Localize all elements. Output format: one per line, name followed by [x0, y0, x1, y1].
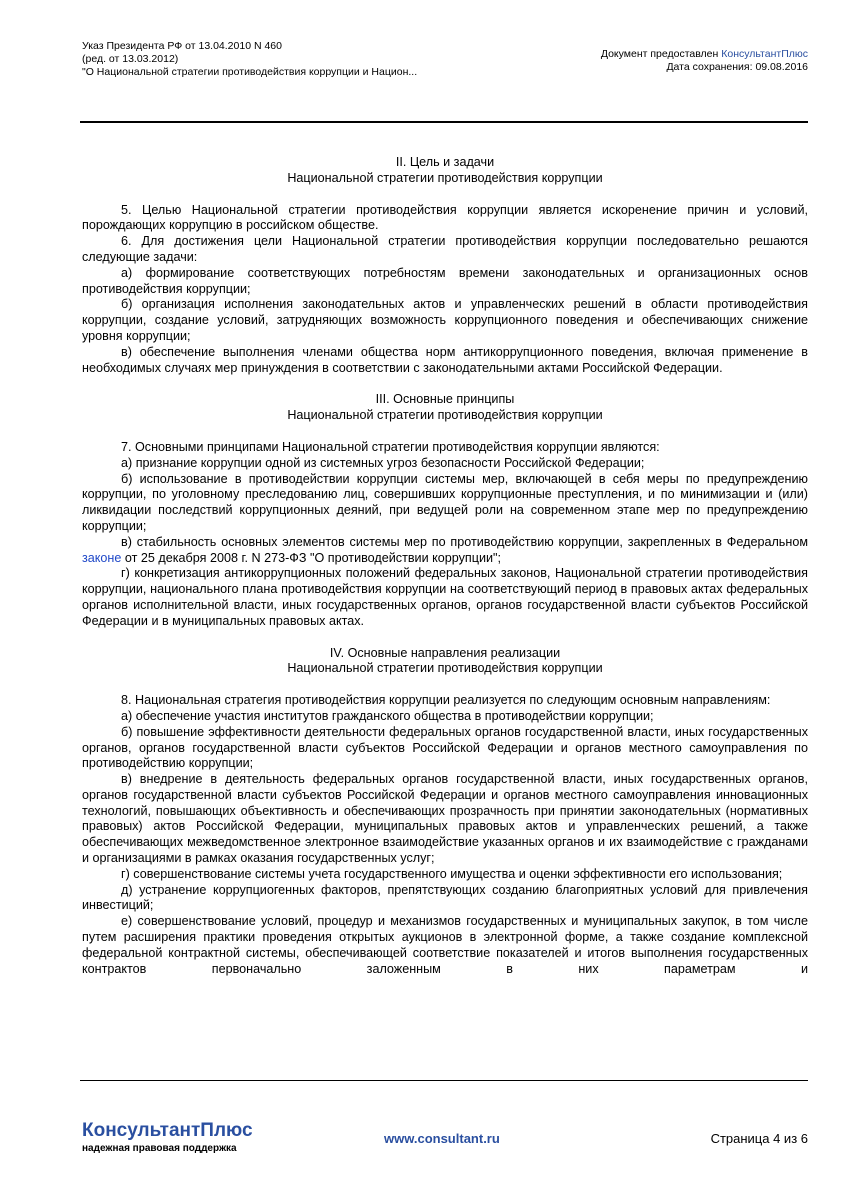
footer-brand-block	[82, 1120, 253, 1156]
paragraph-8g: г) совершенствование системы учета государственного имущества и оценки эффективности его использования;	[121, 866, 783, 881]
paragraph-8v: в) внедрение в деятельность федеральных органов государственной власти, иных государственных органов, органов государственной власти субъектов Российской Федерации и органов местного самоуправления инновационных технологий, повышающих объективность и обеспечивающих прозрачность при принятии законодательных (нормативных правовых) актов Российской Федерации, муниципальных правовых актов и управленческих решений, а также обеспечивающих межведомственное электронное взаимодействие указанных органов и их взаимодействие с гражданами и организациями в рамках оказания государственных услуг;	[82, 772, 808, 866]
paragraph-6a: а) формирование соответствующих потребностям времени законодательных и организационных основ противодействия коррупции;	[82, 265, 808, 296]
paragraph-7a: а) признание коррупции одной из системных угроз безопасности Российской Федерации;	[121, 455, 645, 470]
section-2-heading: II. Цель и задачи	[395, 155, 495, 169]
provided-prefix: Документ предоставлен	[600, 48, 722, 60]
law-link[interactable]: законе	[82, 550, 122, 565]
paragraph-6b: б) организация исполнения законодательных актов и управленческих решений в области противодействия коррупции, создание условий, затрудняющих возможность коррупционного поведения и обеспечивающих снижение уровня коррупции;	[82, 297, 808, 343]
paragraph-7: 7. Основными принципами Национальной стратегии противодействия коррупции являются:	[121, 439, 660, 454]
document-header	[82, 40, 417, 79]
paragraph-5: 5. Целью Национальной стратегии противодействия коррупции является искоренение причин и условий, порождающих коррупцию в российском обществе.	[82, 202, 808, 233]
paragraph-7g: г) конкретизация антикоррупционных положений федеральных законов, Национальной стратегии противодействия коррупции, национального плана противодействия коррупции на соответствующий период в правовых актах федеральных органов исполнительной власти, иных государственных органов, органов государственной власти субъектов Российской Федерации и в муниципальных правовых актах.	[82, 566, 808, 628]
section-3-subheading: Национальной стратегии противодействия коррупции	[287, 408, 603, 423]
paragraph-8d: д) устранение коррупциогенных факторов, препятствующих созданию благоприятных условий для привлечения инвестиций;	[82, 882, 808, 913]
paragraph-8b: б) повышение эффективности деятельности федеральных органов государственной власти, иных государственных органов, органов государственной власти субъектов Российской Федерации и органов местного самоуправления по противодействию коррупции;	[82, 724, 808, 771]
paragraph-7v-text-2: от 25 декабря 2008 г. N 273-ФЗ "О противодействии коррупции";	[121, 550, 501, 565]
paragraph-6: 6. Для достижения цели Национальной стратегии противодействия коррупции последовательно решаются следующие задачи:	[82, 234, 808, 264]
doc-title-line-1: Указ Президента РФ от 13.04.2010 N 460	[82, 40, 282, 52]
doc-title-line-2: (ред. от 13.03.2012)	[82, 53, 179, 65]
provider-info	[601, 48, 808, 74]
page-indicator: Страница 4 из 6	[710, 1131, 808, 1146]
footer-brand-logo: КонсультантПлюс	[82, 1120, 253, 1141]
paragraph-7b: б) использование в противодействии коррупции системы мер, включающей в себя меры по предупреждению коррупции, по уголовному преследованию лиц, совершивших коррупционные преступления, и по минимизации и (или) ликвидации последствий коррупционных деяний, при ведущей роли на современном этапе мер по предупреждению коррупции;	[82, 471, 808, 533]
paragraph-8e: е) совершенствование условий, процедур и механизмов государственных и муниципальных закупок, в том числе путем расширения практики проведения открытых аукционов в электронной форме, а также создание комплексной федеральной контрактной системы, обеспечивающей соответствие показателей и итогов выполнения государственных контрактов первоначально заложенным в них параметрам и	[82, 914, 808, 976]
header-divider	[80, 121, 808, 123]
document-body	[82, 155, 808, 977]
section-4-heading: IV. Основные направления реализации	[329, 645, 561, 660]
paragraph-7v-text-1: в) стабильность основных элементов системы мер по противодействию коррупции, закрепленных в Федеральном	[121, 534, 808, 549]
section-3-heading: III. Основные принципы	[375, 392, 515, 407]
section-4-subheading: Национальной стратегии противодействия коррупции	[287, 661, 603, 676]
footer-tagline: надежная правовая поддержка	[82, 1143, 237, 1154]
paragraph-8a: а) обеспечение участия институтов гражданского общества в противодействии коррупции;	[121, 708, 654, 723]
paragraph-8: 8. Национальная стратегия противодействия коррупции реализуется по следующим основным направлениям:	[121, 693, 771, 708]
section-2-subheading: Национальной стратегии противодействия коррупции	[287, 170, 603, 185]
saved-date: Дата сохранения: 09.08.2016	[666, 61, 808, 73]
footer-site-link[interactable]: www.consultant.ru	[384, 1131, 500, 1146]
paragraph-6v: в) обеспечение выполнения членами общества норм антикоррупционного поведения, включая применение в необходимых случаях мер принуждения в соответствии с законодательными актами Российской Федерации.	[82, 344, 808, 375]
provider-brand: КонсультантПлюс	[721, 48, 808, 60]
doc-title-line-3: "О Национальной стратегии противодействия коррупции и Национ...	[82, 66, 418, 78]
paragraph-7v	[82, 535, 808, 567]
footer-divider	[80, 1080, 808, 1081]
provided-by	[601, 48, 808, 61]
